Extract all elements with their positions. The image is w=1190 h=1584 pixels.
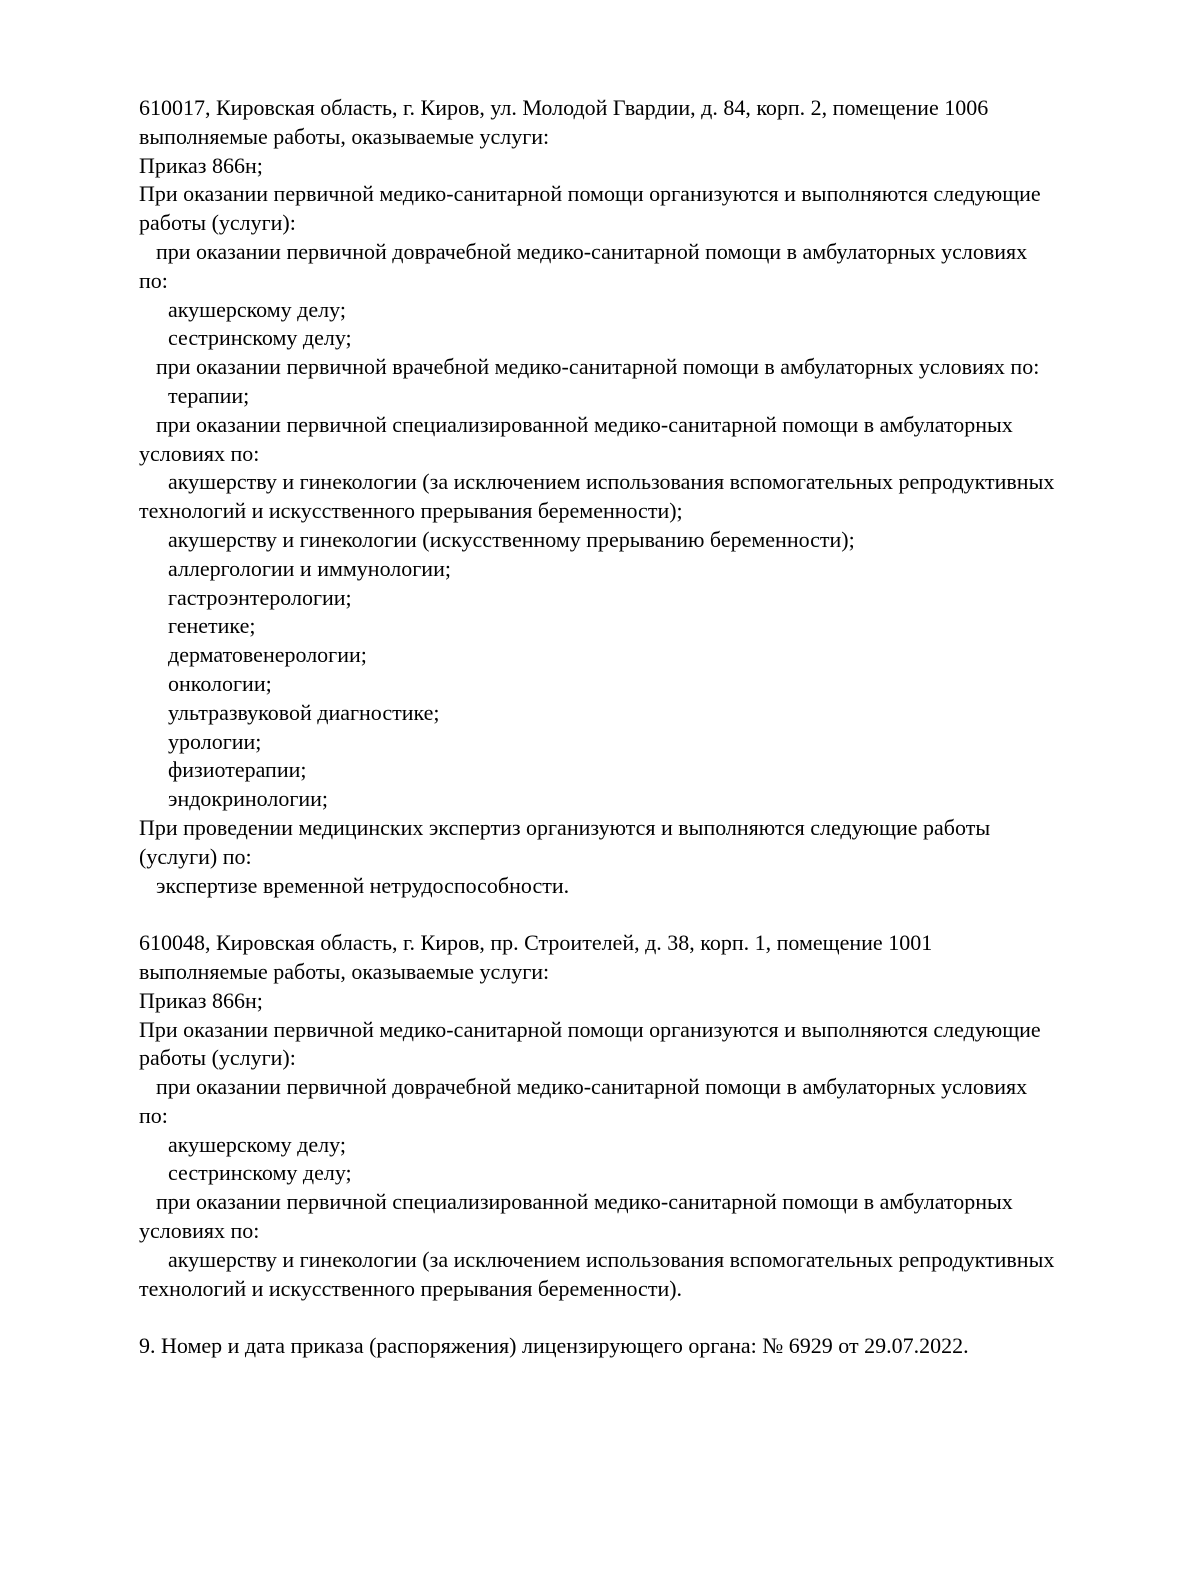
doc-line: (услуги) по:	[139, 843, 252, 869]
doc-line: ультразвуковой диагностике;	[168, 699, 440, 725]
doc-line: При оказании первичной медико-санитарной помощи организуются и выполняются следующие	[139, 181, 1041, 207]
doc-line: акушерскому делу;	[168, 1131, 346, 1157]
doc-line: Приказ 866н;	[139, 987, 263, 1013]
doc-line: при оказании первичной специализированной медико-санитарной помощи в амбулаторных	[156, 411, 1013, 437]
doc-line: работы (услуги):	[139, 1045, 296, 1071]
doc-line: онкологии;	[168, 670, 272, 696]
doc-line: при оказании первичной доврачебной медико-санитарной помощи в амбулаторных условиях	[156, 1074, 1028, 1100]
doc-line: гастроэнтерологии;	[168, 584, 352, 610]
doc-line: физиотерапии;	[168, 757, 307, 783]
doc-line: условиях по:	[139, 1218, 260, 1244]
doc-line: терапии;	[168, 382, 250, 408]
doc-line: при оказании первичной специализированной медико-санитарной помощи в амбулаторных	[156, 1189, 1013, 1215]
doc-line: аллергологии и иммунологии;	[168, 555, 451, 581]
doc-line: технологий и искусственного прерывания беременности).	[139, 1275, 683, 1301]
section-order-info	[139, 1332, 1190, 1361]
doc-line: акушерскому делу;	[168, 296, 346, 322]
doc-line: условиях по:	[139, 440, 260, 466]
doc-line: При проведении медицинских экспертиз организуются и выполняются следующие работы	[139, 814, 991, 840]
doc-line: по:	[139, 267, 168, 293]
doc-line: при оказании первичной врачебной медико-санитарной помощи в амбулаторных условиях по:	[156, 354, 1040, 380]
doc-line: акушерству и гинекологии (искусственному прерыванию беременности);	[168, 526, 855, 552]
doc-line: 9. Номер и дата приказа (распоряжения) лицензирующего органа: № 6929 от 29.07.2022.	[139, 1333, 969, 1359]
doc-line: генетике;	[168, 613, 256, 639]
doc-line: Приказ 866н;	[139, 152, 263, 178]
doc-line: акушерству и гинекологии (за исключением использования вспомогательных репродуктивных	[168, 469, 1055, 495]
section-location-610017	[139, 94, 1190, 900]
doc-line: выполняемые работы, оказываемые услуги:	[139, 958, 550, 984]
doc-line: При оказании первичной медико-санитарной помощи организуются и выполняются следующие	[139, 1016, 1041, 1042]
doc-line: дерматовенерологии;	[168, 642, 367, 668]
doc-line: выполняемые работы, оказываемые услуги:	[139, 123, 550, 149]
doc-line: 610048, Кировская область, г. Киров, пр. Строителей, д. 38, корп. 1, помещение 1001	[139, 930, 933, 956]
doc-line: 610017, Кировская область, г. Киров, ул. Молодой Гвардии, д. 84, корп. 2, помещение 1006	[139, 95, 989, 120]
section-location-610048	[139, 929, 1190, 1303]
doc-line: эндокринологии;	[168, 786, 329, 812]
doc-line: сестринскому делу;	[168, 325, 352, 351]
doc-line: по:	[139, 1102, 168, 1128]
doc-line: экспертизе временной нетрудоспособности.	[156, 872, 570, 898]
doc-line: работы (услуги):	[139, 210, 296, 236]
doc-line: сестринскому делу;	[168, 1160, 352, 1186]
doc-line: акушерству и гинекологии (за исключением использования вспомогательных репродуктивных	[168, 1246, 1055, 1272]
doc-line: урологии;	[168, 728, 262, 754]
doc-line: технологий и искусственного прерывания беременности);	[139, 498, 683, 524]
doc-line: при оказании первичной доврачебной медико-санитарной помощи в амбулаторных условиях	[156, 238, 1028, 264]
